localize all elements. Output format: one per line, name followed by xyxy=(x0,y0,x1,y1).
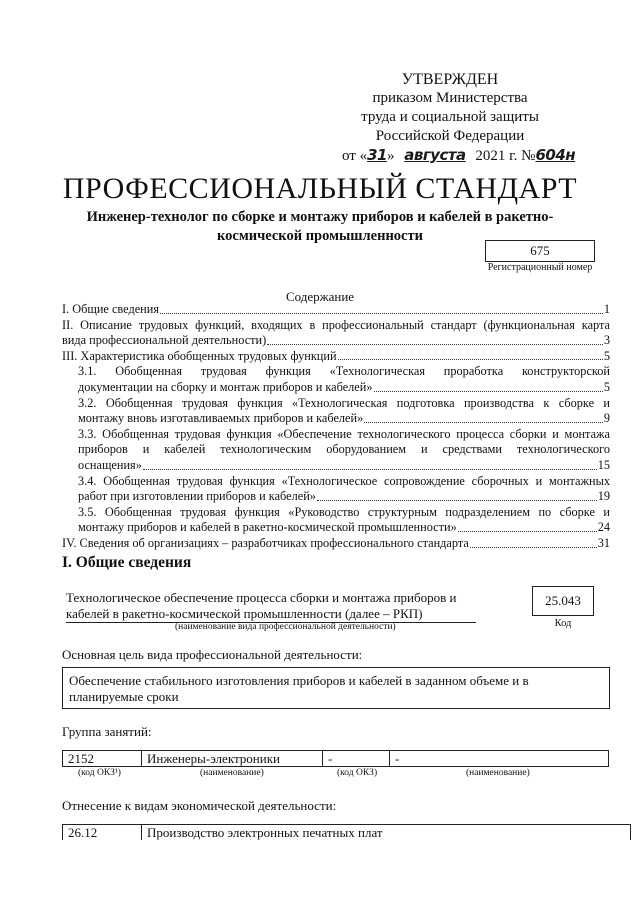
occupation-name-cell: Инженеры-электроники xyxy=(142,751,323,767)
registration-number-label: Регистрационный номер xyxy=(487,262,593,273)
occupation-name-cell: - xyxy=(390,751,609,767)
toc-entry[interactable]: III. Характеристика обобщенных трудовых функций 5 xyxy=(62,348,610,363)
approval-block xyxy=(300,70,600,166)
toc-entry[interactable]: II. Описание трудовых функций, входящих в профессиональный стандарт (функциональная карта вида профессиональной деятельности) 3 xyxy=(62,317,610,348)
activity-name: Технологическое обеспечение процесса сборки и монтажа приборов и кабелей в ракетно-космической промышленности (далее – РКП) xyxy=(66,590,476,623)
caption-name: (наименование) xyxy=(200,768,264,778)
toc-entry[interactable]: 3.2. Обобщенная трудовая функция «Технологическая подготовка производства к сборке и монтажу вновь изготавливаемых приборов и кабелей» 9 xyxy=(78,395,610,426)
okved-code-cell: 26.12 xyxy=(63,825,142,841)
handwritten-number: 604н xyxy=(535,146,576,164)
registration-number-box: 675 xyxy=(485,240,595,262)
toc-entry[interactable]: 3.5. Обобщенная трудовая функция «Руководство структурным подразделением по сборке и монтажу приборов и кабелей в ракетно-космической промышленности» 24 xyxy=(78,504,610,535)
handwritten-day: 31 xyxy=(367,146,387,164)
table-row xyxy=(63,751,609,767)
toc-entry[interactable]: 3.3. Обобщенная трудовая функция «Обеспечение технологического процесса сборки и монтажа приборов и кабелей технологическим оборудованием и средствами технологического оснащения» 15 xyxy=(78,426,610,472)
approval-line: приказом Министерства xyxy=(372,90,528,106)
group-label: Группа занятий: xyxy=(62,724,152,739)
toc-entry[interactable]: IV. Сведения об организациях – разработчиках профессионального стандарта 31 xyxy=(62,535,610,550)
econ-activity-table xyxy=(62,824,631,840)
document-subtitle: Инженер-технолог по сборке и монтажу приборов и кабелей в ракетно-космической промышленности xyxy=(86,209,554,244)
occupation-group-table xyxy=(62,750,609,767)
caption-name: (наименование) xyxy=(466,768,530,778)
approval-date: от «31» августа 2021 г. №604н xyxy=(342,146,576,164)
goal-label: Основная цель вида профессиональной деятельности: xyxy=(62,647,363,662)
document-title: ПРОФЕССИОНАЛЬНЫЙ СТАНДАРТ xyxy=(62,172,578,205)
toc-entry[interactable]: I. Общие сведения 1 xyxy=(62,302,610,316)
econ-activity-label: Отнесение к видам экономической деятельности: xyxy=(62,798,337,813)
toc-entry[interactable]: 3.4. Обобщенная трудовая функция «Технологическое сопровождение сборочных и монтажных работ при изготовлении приборов и кабелей» 19 xyxy=(78,473,610,504)
activity-code-label: Код xyxy=(554,618,572,629)
activity-caption: (наименование вида профессиональной деятельности) xyxy=(175,622,396,632)
caption-okz-code: (код ОКЗ) xyxy=(337,768,378,778)
caption-okz-code: (код ОКЗ¹) xyxy=(78,768,121,778)
okz-code-cell: 2152 xyxy=(63,751,142,767)
toc-title: Содержание xyxy=(285,289,355,304)
okved-name-cell: Производство электронных печатных плат xyxy=(142,825,631,841)
section-heading: I. Общие сведения xyxy=(62,554,192,571)
goal-box: Обеспечение стабильного изготовления приборов и кабелей в заданном объеме и в планируемые сроки xyxy=(62,667,610,709)
handwritten-month: августа xyxy=(404,146,466,164)
activity-code-box: 25.043 xyxy=(532,586,594,616)
table-row xyxy=(63,825,631,841)
approval-line: Российской Федерации xyxy=(375,128,525,144)
table-of-contents xyxy=(62,302,610,552)
toc-entry[interactable]: 3.1. Обобщенная трудовая функция «Технологическая проработка конструкторской документации на сборку и монтаж приборов и кабелей» 5 xyxy=(78,364,610,394)
approval-line: труда и социальной защиты xyxy=(361,109,539,125)
approval-title: УТВЕРЖДЕН xyxy=(401,71,499,88)
okz-code-cell: - xyxy=(323,751,390,767)
